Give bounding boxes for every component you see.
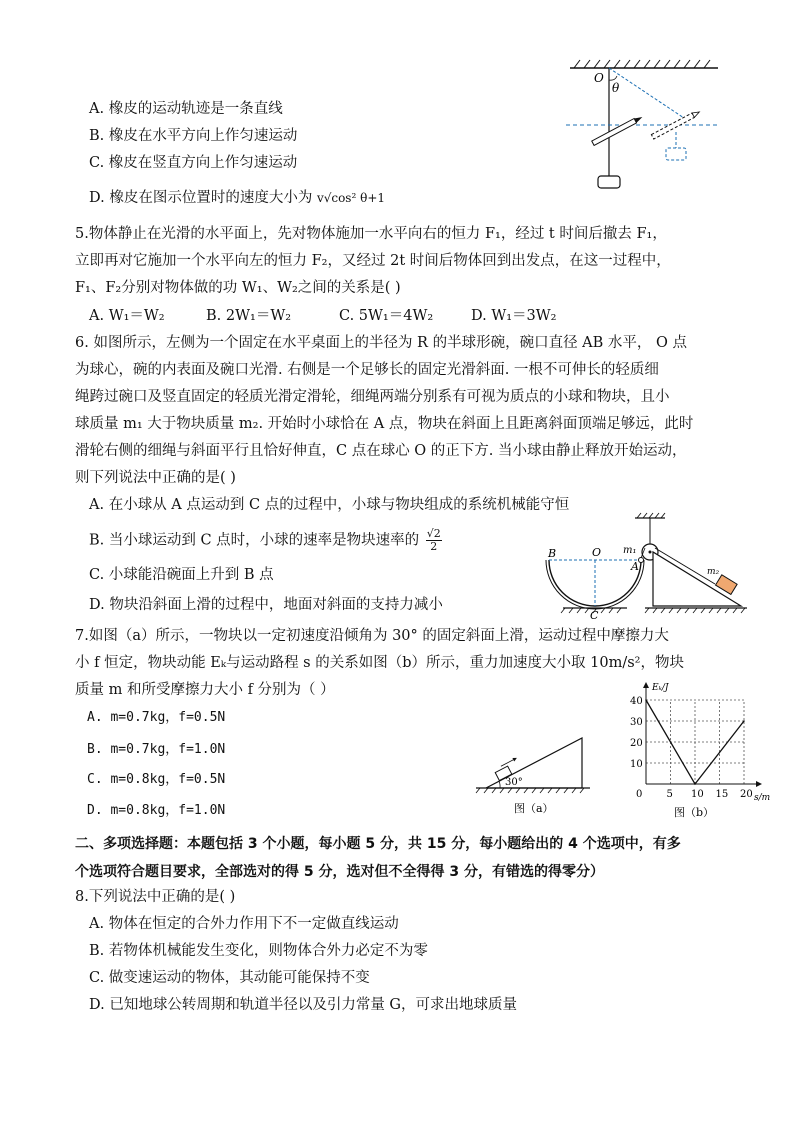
q5-option-a: A. W₁＝W₂ xyxy=(89,308,165,324)
q4-option-c: C. 橡皮在竖直方向上作匀速运动 xyxy=(89,155,298,171)
q6-stem-line-6: 则下列说法中正确的是( ) xyxy=(75,470,236,486)
q6-fig-label-m1: m₁ xyxy=(623,545,637,556)
q7-fig-a-caption: 图（a） xyxy=(514,802,554,815)
q6-option-b-fraction-denominator: 2 xyxy=(430,540,438,553)
chart-y-tick-label: 40 xyxy=(630,696,643,707)
q7-option-a: A. m=0.7kg，f=0.5N xyxy=(87,710,226,725)
chart-data-point xyxy=(645,699,647,701)
q6-fig-label-a: A xyxy=(631,560,639,573)
chart-x-label: s/m xyxy=(754,793,771,803)
q6-option-d: D. 物块沿斜面上滑的过程中，地面对斜面的支持力减小 xyxy=(89,597,443,613)
q8-option-b: B. 若物体机械能发生变化，则物体合外力必定不为零 xyxy=(89,943,428,959)
chart-data-point xyxy=(743,720,745,722)
section-2-header-line-2: 个选项符合题目要求，全部选对的得 5 分，选对但不全得得 3 分，有错选的得零分） xyxy=(75,864,604,880)
q7-option-c: C. m=0.8kg，f=0.5N xyxy=(87,772,226,787)
q4-fig-label-o: O xyxy=(594,71,604,85)
chart-x-tick-label: 15 xyxy=(715,789,729,800)
q6-option-a: A. 在小球从 A 点运动到 C 点的过程中，小球与物块组成的系统机械能守恒 xyxy=(89,497,570,513)
q4-option-a: A. 橡皮的运动轨迹是一条直线 xyxy=(89,101,283,117)
q7-option-b: B. m=0.7kg，f=1.0N xyxy=(87,742,226,757)
q4-fig-label-theta: θ xyxy=(612,81,620,95)
chart-x-tick-label: 10 xyxy=(691,789,704,800)
q5-option-d: D. W₁＝3W₂ xyxy=(471,308,557,324)
q7-option-d: D. m=0.8kg，f=1.0N xyxy=(87,803,226,818)
q6-option-c: C. 小球能沿碗面上升到 B 点 xyxy=(89,567,274,583)
q7-stem-line-2: 小 f 恒定，物块动能 Eₖ与运动路程 s 的关系如图（b）所示，重力加速度大小取 10m/s²，物块 xyxy=(75,655,684,671)
chart-x-tick-label: 20 xyxy=(740,789,753,800)
q8-option-d: D. 已知地球公转周期和轨道半径以及引力常量 G，可求出地球质量 xyxy=(89,997,518,1013)
q5-stem-line-1: 5.物体静止在光滑的水平面上，先对物体施加一水平向右的恒力 F₁，经过 t 时间后撤去 F₁， xyxy=(75,226,667,242)
q4-option-b: B. 橡皮在水平方向上作匀速运动 xyxy=(89,128,298,144)
chart-y-label: Eₖ/J xyxy=(652,683,669,693)
q6-stem-line-2: 为球心，碗的内表面及碗口光滑. 右侧是一个足够长的固定光滑斜面. 一根不可伸长的轻质细 xyxy=(75,362,659,378)
q5-option-c: C. 5W₁＝4W₂ xyxy=(339,308,434,324)
q4-option-d-formula: v√cos² θ+1 xyxy=(316,191,386,205)
q7-stem-line-1: 7.如图（a）所示，一物块以一定初速度沿倾角为 30° 的固定斜面上滑，运动过程中摩擦力大 xyxy=(75,628,669,644)
q4-option-d xyxy=(89,188,385,208)
chart-x-axis-arrow xyxy=(756,781,762,787)
q7-stem-line-3: 质量 m 和所受摩擦力大小 f 分别为（ ） xyxy=(75,682,335,698)
q8-stem: 8.下列说法中正确的是( ) xyxy=(75,889,236,905)
q7-ek-chart xyxy=(618,680,771,820)
q6-stem-line-4: 球质量 m₁ 大于物块质量 m₂. 开始时小球恰在 A 点，物块在斜面上且距离斜面顶端足够远，此时 xyxy=(75,416,694,432)
chart-y-tick-label: 30 xyxy=(630,717,643,728)
section-2-header-line-1: 二、多项选择题：本题包括 3 个小题，每小题 5 分，共 15 分，每小题给出的 4 个选项中，有多 xyxy=(75,836,681,852)
q6-stem-line-3: 绳跨过碗口及竖直固定的轻质光滑定滑轮，细绳两端分别系有可视为质点的小球和物块，且小 xyxy=(75,389,670,405)
q6-fig-label-c: C xyxy=(590,609,599,622)
q4-figure xyxy=(562,56,722,196)
q6-option-b-text: B. 当小球运动到 C 点时，小球的速率是物块速率的 xyxy=(89,532,420,549)
q8-option-a: A. 物体在恒定的合外力作用下不一定做直线运动 xyxy=(89,916,399,932)
q6-fig-label-o: O xyxy=(592,546,602,559)
q6-figure xyxy=(543,512,748,622)
q6-fig-label-b: B xyxy=(548,547,557,560)
q5-stem-line-2: 立即再对它施加一个水平向左的恒力 F₂，又经过 2t 时间后物体回到出发点，在这一过程中， xyxy=(75,253,671,269)
chart-y-tick-label: 10 xyxy=(630,759,643,770)
chart-y-axis-arrow xyxy=(643,682,649,688)
q6-fig-label-m2: m₂ xyxy=(707,567,720,577)
q8-option-c: C. 做变速运动的物体，其动能可能保持不变 xyxy=(89,970,370,986)
q6-option-b xyxy=(89,528,442,553)
chart-x-tick-label: 5 xyxy=(666,789,673,800)
chart-x-tick-label: 0 xyxy=(636,789,643,800)
q5-stem-line-3: F₁、F₂分别对物体做的功 W₁、W₂之间的关系是( ) xyxy=(75,280,401,296)
q7-fig-b-caption: 图（b） xyxy=(674,806,715,819)
q5-option-b: B. 2W₁＝W₂ xyxy=(206,308,292,324)
chart-data-point xyxy=(694,783,696,785)
q6-option-b-fraction xyxy=(426,528,442,553)
chart-y-tick-label: 20 xyxy=(630,738,643,749)
q6-stem-line-1: 6. 如图所示，左侧为一个固定在水平桌面上的半径为 R 的半球形碗，碗口直径 AB 水平， O 点 xyxy=(75,335,688,351)
q7-figure-a xyxy=(472,730,594,822)
q6-option-b-fraction-numerator: √2 xyxy=(426,527,441,540)
q6-stem-line-5: 滑轮右侧的细绳与斜面平行且恰好伸直，C 点在球心 O 的正下方. 当小球由静止释放开始运动， xyxy=(75,443,687,459)
q4-option-d-text: D. 橡皮在图示位置时的速度大小为 xyxy=(89,190,313,206)
q7-fig-a-angle: 30° xyxy=(505,777,523,788)
